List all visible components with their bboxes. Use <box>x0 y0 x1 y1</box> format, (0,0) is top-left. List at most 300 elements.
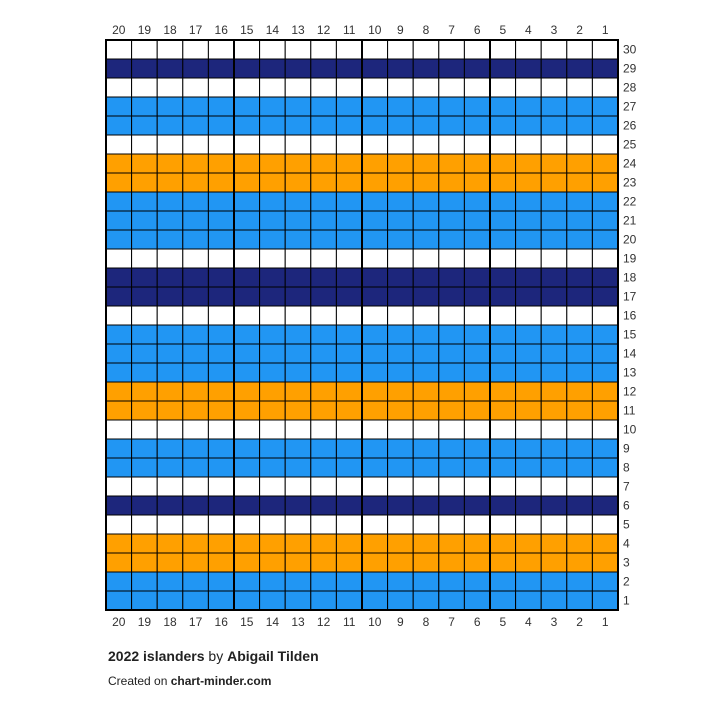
cell-r24-c8 <box>413 154 439 173</box>
col-label-bottom-2: 2 <box>576 615 583 629</box>
cell-r12-c1 <box>592 382 618 401</box>
cell-r5-c3 <box>541 515 567 534</box>
cell-r16-c8 <box>413 306 439 325</box>
cell-r8-c7 <box>439 458 465 477</box>
cell-r30-c15 <box>234 40 260 59</box>
cell-r29-c20 <box>106 59 132 78</box>
cell-r3-c19 <box>132 553 158 572</box>
cell-r7-c4 <box>516 477 542 496</box>
cell-r8-c14 <box>260 458 286 477</box>
cell-r29-c11 <box>336 59 362 78</box>
cell-r22-c20 <box>106 192 132 211</box>
col-label-top-14: 14 <box>265 23 280 37</box>
cell-r15-c2 <box>567 325 593 344</box>
cell-r4-c4 <box>516 534 542 553</box>
cell-r20-c16 <box>208 230 234 249</box>
cell-r7-c19 <box>132 477 158 496</box>
cell-r30-c13 <box>285 40 311 59</box>
cell-r18-c6 <box>464 268 490 287</box>
cell-r16-c5 <box>490 306 516 325</box>
cell-r2-c12 <box>311 572 337 591</box>
cell-r13-c4 <box>516 363 542 382</box>
cell-r27-c4 <box>516 97 542 116</box>
cell-r2-c18 <box>157 572 183 591</box>
cell-r3-c20 <box>106 553 132 572</box>
cell-r28-c8 <box>413 78 439 97</box>
cell-r14-c13 <box>285 344 311 363</box>
cell-r28-c2 <box>567 78 593 97</box>
row-label-27: 27 <box>623 99 637 114</box>
cell-r22-c10 <box>362 192 388 211</box>
cell-r3-c13 <box>285 553 311 572</box>
cell-r29-c4 <box>516 59 542 78</box>
cell-r23-c9 <box>388 173 414 192</box>
cell-r27-c14 <box>260 97 286 116</box>
cell-r2-c20 <box>106 572 132 591</box>
row-label-18: 18 <box>623 270 637 285</box>
cell-r27-c18 <box>157 97 183 116</box>
cell-r9-c15 <box>234 439 260 458</box>
cell-r6-c7 <box>439 496 465 515</box>
cell-r28-c11 <box>336 78 362 97</box>
cell-r11-c6 <box>464 401 490 420</box>
cell-r1-c19 <box>132 591 158 610</box>
cell-r20-c8 <box>413 230 439 249</box>
cell-r15-c13 <box>285 325 311 344</box>
cell-r13-c9 <box>388 363 414 382</box>
cell-r15-c10 <box>362 325 388 344</box>
cell-r17-c17 <box>183 287 209 306</box>
row-label-8: 8 <box>623 460 630 475</box>
cell-r16-c2 <box>567 306 593 325</box>
col-label-bottom-9: 9 <box>397 615 404 629</box>
cell-r22-c12 <box>311 192 337 211</box>
cell-r27-c2 <box>567 97 593 116</box>
cell-r9-c13 <box>285 439 311 458</box>
cell-r16-c12 <box>311 306 337 325</box>
cell-r14-c8 <box>413 344 439 363</box>
cell-r27-c8 <box>413 97 439 116</box>
cell-r6-c15 <box>234 496 260 515</box>
cell-r19-c7 <box>439 249 465 268</box>
cell-r14-c7 <box>439 344 465 363</box>
cell-r9-c18 <box>157 439 183 458</box>
cell-r2-c4 <box>516 572 542 591</box>
cell-r23-c10 <box>362 173 388 192</box>
cell-r20-c1 <box>592 230 618 249</box>
col-label-top-11: 11 <box>342 23 356 37</box>
cell-r6-c20 <box>106 496 132 515</box>
row-label-30: 30 <box>623 42 637 57</box>
cell-r5-c7 <box>439 515 465 534</box>
cell-r5-c5 <box>490 515 516 534</box>
col-label-bottom-20: 20 <box>112 615 126 629</box>
cell-r21-c18 <box>157 211 183 230</box>
cell-r17-c11 <box>336 287 362 306</box>
cell-r17-c19 <box>132 287 158 306</box>
col-label-top-20: 20 <box>112 23 126 37</box>
cell-r22-c9 <box>388 192 414 211</box>
col-label-bottom-3: 3 <box>550 615 558 629</box>
row-label-21: 21 <box>623 213 637 228</box>
cell-r22-c5 <box>490 192 516 211</box>
row-label-17: 17 <box>623 289 637 304</box>
cell-r12-c6 <box>464 382 490 401</box>
row-label-25: 25 <box>623 137 637 152</box>
cell-r25-c16 <box>208 135 234 154</box>
cell-r30-c10 <box>362 40 388 59</box>
cell-r6-c18 <box>157 496 183 515</box>
cell-r15-c17 <box>183 325 209 344</box>
cell-r15-c12 <box>311 325 337 344</box>
cell-r17-c16 <box>208 287 234 306</box>
cell-r26-c18 <box>157 116 183 135</box>
by-text: by <box>208 648 224 664</box>
cell-r26-c3 <box>541 116 567 135</box>
cell-r20-c15 <box>234 230 260 249</box>
cell-r12-c4 <box>516 382 542 401</box>
cell-r11-c19 <box>132 401 158 420</box>
cell-r25-c19 <box>132 135 158 154</box>
cell-r19-c8 <box>413 249 439 268</box>
cell-r13-c12 <box>311 363 337 382</box>
cell-r3-c6 <box>464 553 490 572</box>
cell-r1-c20 <box>106 591 132 610</box>
cell-r6-c12 <box>311 496 337 515</box>
cell-r10-c4 <box>516 420 542 439</box>
cell-r10-c15 <box>234 420 260 439</box>
cell-r13-c15 <box>234 363 260 382</box>
cell-r7-c16 <box>208 477 234 496</box>
cell-r6-c6 <box>464 496 490 515</box>
cell-r9-c7 <box>439 439 465 458</box>
cell-r18-c11 <box>336 268 362 287</box>
cell-r15-c3 <box>541 325 567 344</box>
credit-site-link[interactable]: chart-minder.com <box>170 674 272 688</box>
cell-r1-c4 <box>516 591 542 610</box>
cell-r27-c6 <box>464 97 490 116</box>
cell-r4-c10 <box>362 534 388 553</box>
cell-r2-c15 <box>234 572 260 591</box>
cell-r22-c14 <box>260 192 286 211</box>
cell-r9-c1 <box>592 439 618 458</box>
cell-r1-c6 <box>464 591 490 610</box>
cell-r4-c9 <box>388 534 414 553</box>
credit-prefix: Created on <box>108 674 168 688</box>
cell-r8-c10 <box>362 458 388 477</box>
cell-r11-c5 <box>490 401 516 420</box>
cell-r20-c17 <box>183 230 209 249</box>
cell-r16-c16 <box>208 306 234 325</box>
cell-r15-c14 <box>260 325 286 344</box>
cell-r6-c2 <box>567 496 593 515</box>
cell-r2-c1 <box>592 572 618 591</box>
row-label-5: 5 <box>623 517 630 532</box>
cell-r3-c15 <box>234 553 260 572</box>
cell-r1-c13 <box>285 591 311 610</box>
cell-r25-c11 <box>336 135 362 154</box>
row-label-19: 19 <box>623 251 637 266</box>
col-label-bottom-5: 5 <box>499 615 507 629</box>
cell-r1-c5 <box>490 591 516 610</box>
col-label-top-2: 2 <box>576 23 583 37</box>
cell-r27-c5 <box>490 97 516 116</box>
cell-r21-c3 <box>541 211 567 230</box>
cell-r28-c9 <box>388 78 414 97</box>
cell-r22-c7 <box>439 192 465 211</box>
cell-r6-c16 <box>208 496 234 515</box>
cell-r8-c3 <box>541 458 567 477</box>
cell-r2-c2 <box>567 572 593 591</box>
cell-r9-c9 <box>388 439 414 458</box>
cell-r1-c17 <box>183 591 209 610</box>
cell-r11-c15 <box>234 401 260 420</box>
cell-r22-c18 <box>157 192 183 211</box>
cell-r18-c13 <box>285 268 311 287</box>
cell-r10-c17 <box>183 420 209 439</box>
cell-r28-c10 <box>362 78 388 97</box>
cell-r6-c5 <box>490 496 516 515</box>
cell-r7-c9 <box>388 477 414 496</box>
cell-r1-c3 <box>541 591 567 610</box>
cell-r16-c10 <box>362 306 388 325</box>
cell-r10-c3 <box>541 420 567 439</box>
cell-r3-c11 <box>336 553 362 572</box>
cell-r20-c9 <box>388 230 414 249</box>
cell-r10-c14 <box>260 420 286 439</box>
cell-r30-c9 <box>388 40 414 59</box>
cell-r23-c17 <box>183 173 209 192</box>
cell-r20-c14 <box>260 230 286 249</box>
cell-r22-c13 <box>285 192 311 211</box>
chart-author: Abigail Tilden <box>227 648 319 664</box>
col-label-bottom-15: 15 <box>240 615 254 629</box>
cell-r19-c1 <box>592 249 618 268</box>
cell-r7-c3 <box>541 477 567 496</box>
col-label-top-5: 5 <box>499 23 507 37</box>
col-label-bottom-8: 8 <box>422 615 430 629</box>
row-label-15: 15 <box>623 327 637 342</box>
cell-r15-c5 <box>490 325 516 344</box>
cell-r5-c11 <box>336 515 362 534</box>
cell-r13-c20 <box>106 363 132 382</box>
cell-r21-c7 <box>439 211 465 230</box>
cell-r17-c20 <box>106 287 132 306</box>
cell-r17-c18 <box>157 287 183 306</box>
cell-r14-c12 <box>311 344 337 363</box>
cell-r8-c1 <box>592 458 618 477</box>
cell-r6-c1 <box>592 496 618 515</box>
cell-r23-c7 <box>439 173 465 192</box>
cell-r9-c5 <box>490 439 516 458</box>
row-label-11: 11 <box>623 403 636 418</box>
cell-r16-c7 <box>439 306 465 325</box>
cell-r28-c13 <box>285 78 311 97</box>
cell-r21-c12 <box>311 211 337 230</box>
cell-r20-c7 <box>439 230 465 249</box>
cell-r27-c1 <box>592 97 618 116</box>
cell-r22-c19 <box>132 192 158 211</box>
cell-r12-c10 <box>362 382 388 401</box>
cell-r27-c19 <box>132 97 158 116</box>
cell-r20-c11 <box>336 230 362 249</box>
cell-r29-c7 <box>439 59 465 78</box>
cell-r2-c13 <box>285 572 311 591</box>
cell-r14-c17 <box>183 344 209 363</box>
cell-r30-c17 <box>183 40 209 59</box>
cell-r8-c20 <box>106 458 132 477</box>
cell-r12-c5 <box>490 382 516 401</box>
cell-r5-c13 <box>285 515 311 534</box>
cell-r28-c20 <box>106 78 132 97</box>
cell-r27-c20 <box>106 97 132 116</box>
cell-r2-c10 <box>362 572 388 591</box>
cell-r9-c4 <box>516 439 542 458</box>
cell-r23-c11 <box>336 173 362 192</box>
col-label-bottom-14: 14 <box>265 615 280 629</box>
cell-r29-c17 <box>183 59 209 78</box>
cell-r23-c16 <box>208 173 234 192</box>
cell-r18-c9 <box>388 268 414 287</box>
cell-r21-c1 <box>592 211 618 230</box>
cell-r11-c4 <box>516 401 542 420</box>
cell-r13-c2 <box>567 363 593 382</box>
cell-r28-c19 <box>132 78 158 97</box>
cell-r29-c5 <box>490 59 516 78</box>
cell-r15-c6 <box>464 325 490 344</box>
row-label-26: 26 <box>623 118 637 133</box>
cell-r21-c10 <box>362 211 388 230</box>
cell-r6-c8 <box>413 496 439 515</box>
cell-r23-c19 <box>132 173 158 192</box>
col-label-top-13: 13 <box>291 23 305 37</box>
cell-r24-c16 <box>208 154 234 173</box>
cell-r17-c2 <box>567 287 593 306</box>
cell-r23-c8 <box>413 173 439 192</box>
row-label-12: 12 <box>623 384 637 399</box>
cell-r24-c20 <box>106 154 132 173</box>
cell-r12-c12 <box>311 382 337 401</box>
cell-r11-c10 <box>362 401 388 420</box>
cell-r4-c12 <box>311 534 337 553</box>
cell-r28-c7 <box>439 78 465 97</box>
cell-r16-c3 <box>541 306 567 325</box>
cell-r27-c17 <box>183 97 209 116</box>
cell-r13-c5 <box>490 363 516 382</box>
col-label-bottom-7: 7 <box>448 615 455 629</box>
cell-r12-c3 <box>541 382 567 401</box>
cell-r10-c11 <box>336 420 362 439</box>
cell-r28-c4 <box>516 78 542 97</box>
cell-r13-c11 <box>336 363 362 382</box>
cell-r6-c4 <box>516 496 542 515</box>
cell-r8-c4 <box>516 458 542 477</box>
cell-r25-c8 <box>413 135 439 154</box>
cell-r1-c14 <box>260 591 286 610</box>
cell-r10-c9 <box>388 420 414 439</box>
cell-r13-c14 <box>260 363 286 382</box>
cell-r26-c10 <box>362 116 388 135</box>
cell-r12-c2 <box>567 382 593 401</box>
cell-r24-c19 <box>132 154 158 173</box>
cell-r26-c7 <box>439 116 465 135</box>
cell-r25-c1 <box>592 135 618 154</box>
cell-r16-c19 <box>132 306 158 325</box>
cell-r20-c13 <box>285 230 311 249</box>
cell-r14-c1 <box>592 344 618 363</box>
col-label-top-1: 1 <box>601 23 609 37</box>
cell-r24-c11 <box>336 154 362 173</box>
cell-r12-c9 <box>388 382 414 401</box>
cell-r19-c17 <box>183 249 209 268</box>
cell-r7-c10 <box>362 477 388 496</box>
cell-r20-c20 <box>106 230 132 249</box>
cell-r13-c3 <box>541 363 567 382</box>
cell-r25-c15 <box>234 135 260 154</box>
cell-r10-c12 <box>311 420 337 439</box>
cell-r4-c18 <box>157 534 183 553</box>
cell-r24-c3 <box>541 154 567 173</box>
cell-r10-c16 <box>208 420 234 439</box>
cell-r12-c16 <box>208 382 234 401</box>
cell-r14-c16 <box>208 344 234 363</box>
cell-r9-c11 <box>336 439 362 458</box>
cell-r2-c9 <box>388 572 414 591</box>
cell-r5-c9 <box>388 515 414 534</box>
cell-r2-c5 <box>490 572 516 591</box>
cell-r26-c14 <box>260 116 286 135</box>
cell-r11-c3 <box>541 401 567 420</box>
cell-r4-c6 <box>464 534 490 553</box>
cell-r29-c14 <box>260 59 286 78</box>
cell-r10-c13 <box>285 420 311 439</box>
chart-caption <box>108 648 319 664</box>
cell-r29-c16 <box>208 59 234 78</box>
col-label-top-3: 3 <box>550 23 558 37</box>
cell-r12-c17 <box>183 382 209 401</box>
cell-r12-c8 <box>413 382 439 401</box>
cell-r5-c8 <box>413 515 439 534</box>
cell-r22-c11 <box>336 192 362 211</box>
cell-r25-c6 <box>464 135 490 154</box>
cell-r8-c9 <box>388 458 414 477</box>
cell-r22-c4 <box>516 192 542 211</box>
cell-r4-c7 <box>439 534 465 553</box>
cell-r10-c7 <box>439 420 465 439</box>
cell-r23-c2 <box>567 173 593 192</box>
cell-r8-c12 <box>311 458 337 477</box>
cell-r17-c3 <box>541 287 567 306</box>
cell-r6-c19 <box>132 496 158 515</box>
cell-r20-c2 <box>567 230 593 249</box>
cell-r11-c8 <box>413 401 439 420</box>
cell-r25-c14 <box>260 135 286 154</box>
col-label-top-19: 19 <box>137 23 152 37</box>
cell-r1-c7 <box>439 591 465 610</box>
cell-r20-c19 <box>132 230 158 249</box>
col-label-bottom-6: 6 <box>473 615 481 629</box>
cell-r18-c14 <box>260 268 286 287</box>
col-label-bottom-13: 13 <box>291 615 305 629</box>
cell-r24-c1 <box>592 154 618 173</box>
cell-r2-c19 <box>132 572 158 591</box>
cell-r19-c6 <box>464 249 490 268</box>
cell-r12-c19 <box>132 382 158 401</box>
cell-r28-c14 <box>260 78 286 97</box>
cell-r13-c7 <box>439 363 465 382</box>
cell-r29-c8 <box>413 59 439 78</box>
cell-r27-c7 <box>439 97 465 116</box>
